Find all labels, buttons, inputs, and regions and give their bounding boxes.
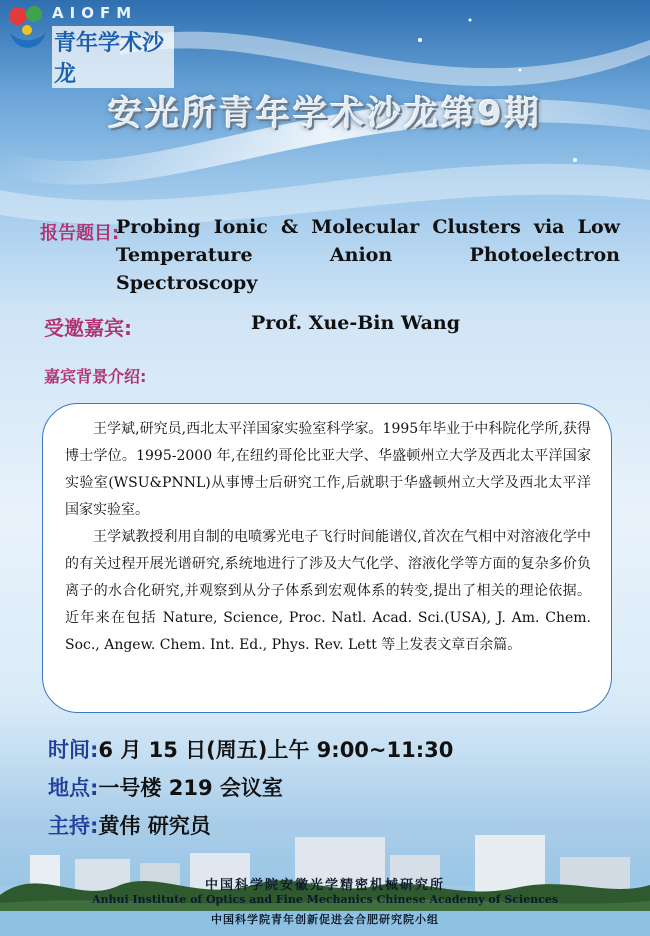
host-label: 主持:: [48, 814, 99, 838]
time-label: 时间:: [48, 738, 99, 762]
biography-paragraph: 王学斌教授利用自制的电喷雾光电子飞行时间能谱仪,首次在气相中对溶液化学中的有关过程开展光谱研究,系统地进行了涉及大气化学、溶液化学等方面的复杂多价负离子的水合化研究,并观察到从分子体系到宏观体系的转变,提出了相关的理论依据。近年来在包括 Nature, Science, Proc. Natl. Acad. Sci.(USA), J. Am. Chem. Soc., Angew. Chem. Int. Ed., Phys. Rev. Lett 等上发表文章百余篇。: [65, 529, 591, 653]
host-value: 黄伟 研究员: [98, 814, 211, 838]
guest-name: Prof. Xue-Bin Wang: [251, 312, 461, 334]
institute-name-chinese: 中国科学院安徽光学精密机械研究所: [204, 878, 445, 893]
background-label: 嘉宾背景介绍:: [44, 367, 147, 386]
biography-paragraph: 王学斌,研究员,西北太平洋国家实验室科学家。1995年毕业于中科院化学所,获得博士学位。1995-2000 年,在纽约哥伦比亚大学、华盛顿州立大学及西北太平洋国家实验室(WSU&PNNL)从事博士后研究工作,后就职于华盛顿州立大学及西北太平洋国家实验室。: [65, 421, 591, 518]
time-row: [48, 734, 453, 764]
biography-box: [42, 403, 612, 713]
logo-emblem-icon: [4, 2, 50, 54]
page-title: 安光所青年学术沙龙第9期: [108, 94, 542, 134]
logo-text-english: AIOFM: [52, 4, 138, 22]
place-value: 一号楼 219 会议室: [98, 776, 283, 800]
time-value: 6 月 15 日(周五)上午 9:00~11:30: [98, 738, 454, 762]
logo-text-chinese: 青年学术沙龙: [52, 26, 174, 88]
institute-name-english: Anhui Institute of Optics and Fine Mechanics Chinese Academy of Sciences: [91, 893, 559, 906]
salon-logo: [4, 2, 174, 87]
topic-label: 报告题目:: [40, 223, 120, 244]
guest-label: 受邀嘉宾:: [44, 316, 132, 340]
topic-text: Probing Ionic & Molecular Clusters via Low Temperature Anion Photoelectron Spectroscopy: [116, 216, 620, 294]
place-row: [48, 772, 283, 802]
place-label: 地点:: [48, 776, 99, 800]
organizer-name: 中国科学院青年创新促进会合肥研究院小组: [211, 913, 439, 926]
